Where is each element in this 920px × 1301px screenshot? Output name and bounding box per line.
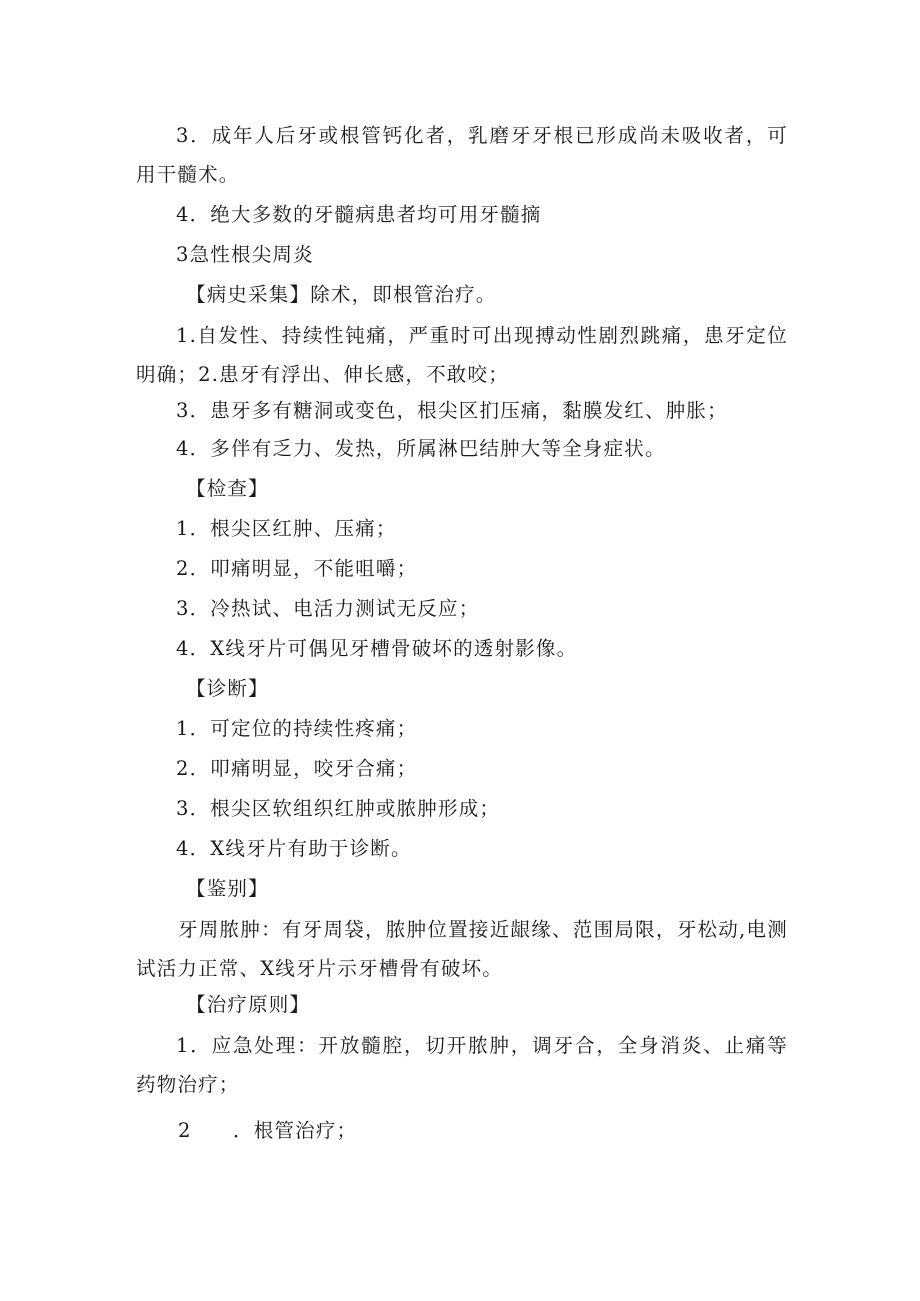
paragraph-symptoms-pain: 1.自发性、持续性钝痛，严重时可出现搏动性剧烈跳痛，患牙定位明确；2.患牙有浮出、伸长感，不敢咬；	[136, 324, 788, 386]
list-item-exam-1: 1．根尖区红肿、压痛；	[176, 517, 397, 540]
list-item-root-canal: 2 ．根管治疗；	[178, 1119, 358, 1142]
paragraph-history-taking: 【病史采集】除术，即根管治疗。	[186, 283, 497, 306]
list-item-diagnosis-3: 3．根尖区软组织红肿或脓肿形成；	[176, 797, 501, 820]
list-item-exam-3: 3．冷热试、电活力测试无反应；	[176, 597, 480, 620]
list-item-diagnosis-1: 1．可定位的持续性疼痛；	[176, 717, 418, 740]
section-heading-acute-periapical: 3急性根尖周炎	[176, 243, 314, 266]
list-item-exam-2: 2．叩痛明显，不能咀嚼；	[176, 557, 418, 580]
list-item-diagnosis-2: 2．叩痛明显，咬牙合痛；	[176, 757, 418, 780]
heading-differential: 【鉴别】	[186, 877, 269, 900]
paragraph-pulp-extirpation: 4．绝大多数的牙髓病患者均可用牙髓摘	[176, 203, 542, 226]
list-item-exam-4: 4．X线牙片可偶见牙槽骨破坏的透射影像。	[176, 637, 578, 660]
paragraph-symptoms-systemic: 4．多伴有乏力、发热，所属淋巴结肿大等全身症状。	[176, 437, 666, 460]
heading-treatment-principles: 【治疗原则】	[186, 993, 311, 1016]
heading-examination: 【检查】	[186, 477, 269, 500]
paragraph-symptoms-caries: 3．患牙多有糖洞或变色，根尖区扪压痛，黏膜发红、肿胀；	[176, 399, 728, 422]
paragraph-periodontal-abscess: 牙周脓肿：有牙周袋，脓肿位置接近龈缘、范围局限，牙松动,电测试活力正常、X线牙片示牙槽骨有破坏。	[136, 918, 788, 980]
paragraph-dry-pulp-indication: 3．成年人后牙或根管钙化者，乳磨牙牙根已形成尚未吸收者，可用干髓术。	[136, 124, 788, 186]
list-item-diagnosis-4: 4．X线牙片有助于诊断。	[176, 837, 412, 860]
paragraph-emergency-treatment: 1．应急处理：开放髓腔，切开脓肿，调牙合，全身消炎、止痛等药物治疗；	[136, 1034, 788, 1096]
heading-diagnosis: 【诊断】	[186, 677, 269, 700]
